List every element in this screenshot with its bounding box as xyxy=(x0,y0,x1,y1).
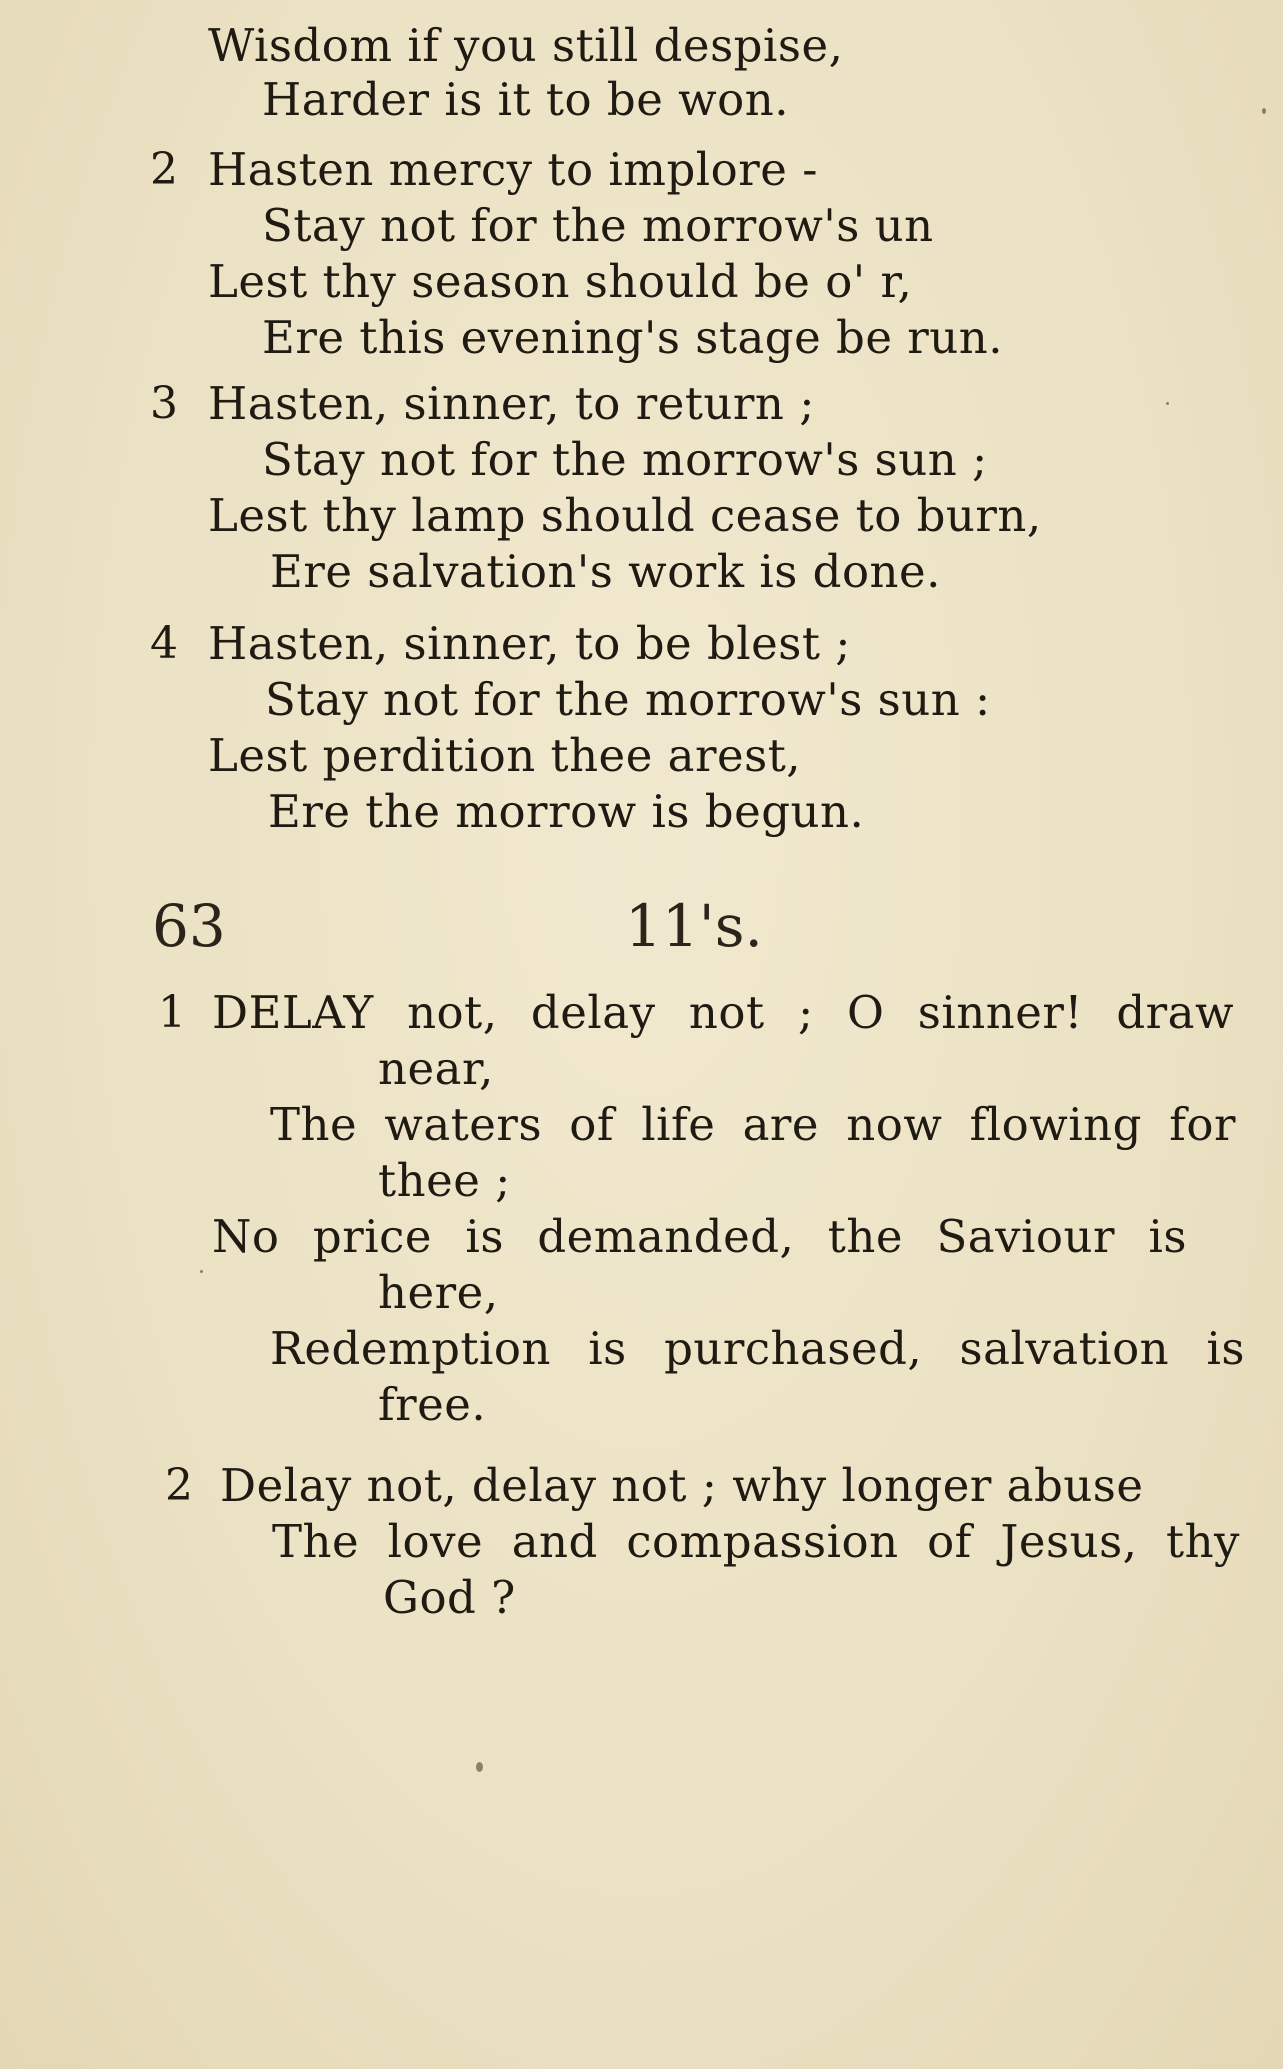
hymn-word: compassion xyxy=(626,1515,899,1568)
hymn-line: near, xyxy=(378,1042,494,1095)
hymn-word: Saviour xyxy=(936,1210,1116,1263)
hymn-word: O xyxy=(846,986,885,1039)
hymn-word: Redemption xyxy=(270,1322,551,1375)
hymn-line xyxy=(212,1209,1187,1265)
hymn-number: 63 xyxy=(152,892,226,960)
hymn-line: Hasten mercy to implore - xyxy=(208,143,818,196)
hymn-word: now xyxy=(846,1098,943,1151)
hymn-word: waters xyxy=(384,1098,543,1151)
hymn-line: Ere this evening's stage be run. xyxy=(262,311,1004,364)
ink-speck xyxy=(1166,402,1169,405)
hymn-word: salvation xyxy=(959,1322,1170,1375)
hymn-line: free. xyxy=(378,1378,487,1431)
hymn-word: of xyxy=(569,1098,615,1151)
hymn-line: Hasten, sinner, to be blest ; xyxy=(208,617,851,670)
hymn-line: Hasten, sinner, to return ; xyxy=(208,377,815,430)
hymn-line: Delay not, delay not ; why longer abuse xyxy=(220,1459,1144,1512)
hymn-line xyxy=(272,1514,1240,1570)
hymn-word: are xyxy=(742,1098,820,1151)
hymn-word: flowing xyxy=(969,1098,1142,1151)
hymn-line: Lest thy season should be o' r, xyxy=(208,255,913,308)
hymn-line xyxy=(212,985,1234,1041)
hymn-meter: 11's. xyxy=(625,892,763,960)
hymn-word: The xyxy=(270,1098,358,1151)
hymn-word: life xyxy=(641,1098,716,1151)
hymn-word: thy xyxy=(1165,1515,1240,1568)
hymn-word: not, xyxy=(407,986,498,1039)
ink-speck xyxy=(476,1762,483,1772)
hymn-word: delay xyxy=(530,986,656,1039)
hymn-word: and xyxy=(511,1515,598,1568)
hymn-line: Ere salvation's work is done. xyxy=(270,545,941,598)
hymn-line: God ? xyxy=(383,1571,516,1624)
hymn-line xyxy=(270,1097,1236,1153)
hymn-line: Harder is it to be won. xyxy=(262,73,790,126)
hymn-line: Wisdom if you still despise, xyxy=(208,19,844,72)
hymn-word: is xyxy=(465,1210,504,1263)
hymn-word: not xyxy=(688,986,765,1039)
hymn-word: No xyxy=(212,1210,280,1263)
hymn-word: The xyxy=(272,1515,360,1568)
hymn-word: price xyxy=(312,1210,432,1263)
hymn-line: Lest thy lamp should cease to burn, xyxy=(208,489,1042,542)
hymn-word: is xyxy=(1148,1210,1187,1263)
hymn-word: is xyxy=(588,1322,627,1375)
hymn-line: Stay not for the morrow's sun ; xyxy=(262,433,988,486)
verse-number: 3 xyxy=(150,378,178,429)
hymn-line: thee ; xyxy=(378,1154,511,1207)
hymn-word: demanded, xyxy=(537,1210,795,1263)
hymn-word: is xyxy=(1206,1322,1245,1375)
hymn-word: draw xyxy=(1116,986,1234,1039)
hymn-word: for xyxy=(1169,1098,1236,1151)
hymn-line xyxy=(270,1321,1245,1377)
verse-number: 2 xyxy=(165,1460,193,1511)
verse-number: 4 xyxy=(150,618,178,669)
hymn-line: Lest perdition thee arest, xyxy=(208,729,802,782)
hymn-line: Stay not for the morrow's sun : xyxy=(265,673,991,726)
hymn-word: ; xyxy=(797,986,814,1039)
hymn-word: sinner! xyxy=(917,986,1083,1039)
hymn-word: purchased, xyxy=(664,1322,923,1375)
ink-speck xyxy=(200,1270,203,1273)
hymn-word: love xyxy=(387,1515,484,1568)
ink-speck xyxy=(1262,108,1266,114)
hymn-word: the xyxy=(827,1210,903,1263)
hymn-word: DELAY xyxy=(212,986,374,1039)
hymn-word: Jesus, xyxy=(1000,1515,1138,1568)
hymn-line: Ere the morrow is begun. xyxy=(268,785,865,838)
hymn-line: Stay not for the morrow's un xyxy=(262,199,934,252)
hymn-line: here, xyxy=(378,1266,499,1319)
verse-number: 2 xyxy=(150,144,178,195)
hymn-word: of xyxy=(927,1515,972,1568)
verse-number: 1 xyxy=(158,987,186,1038)
